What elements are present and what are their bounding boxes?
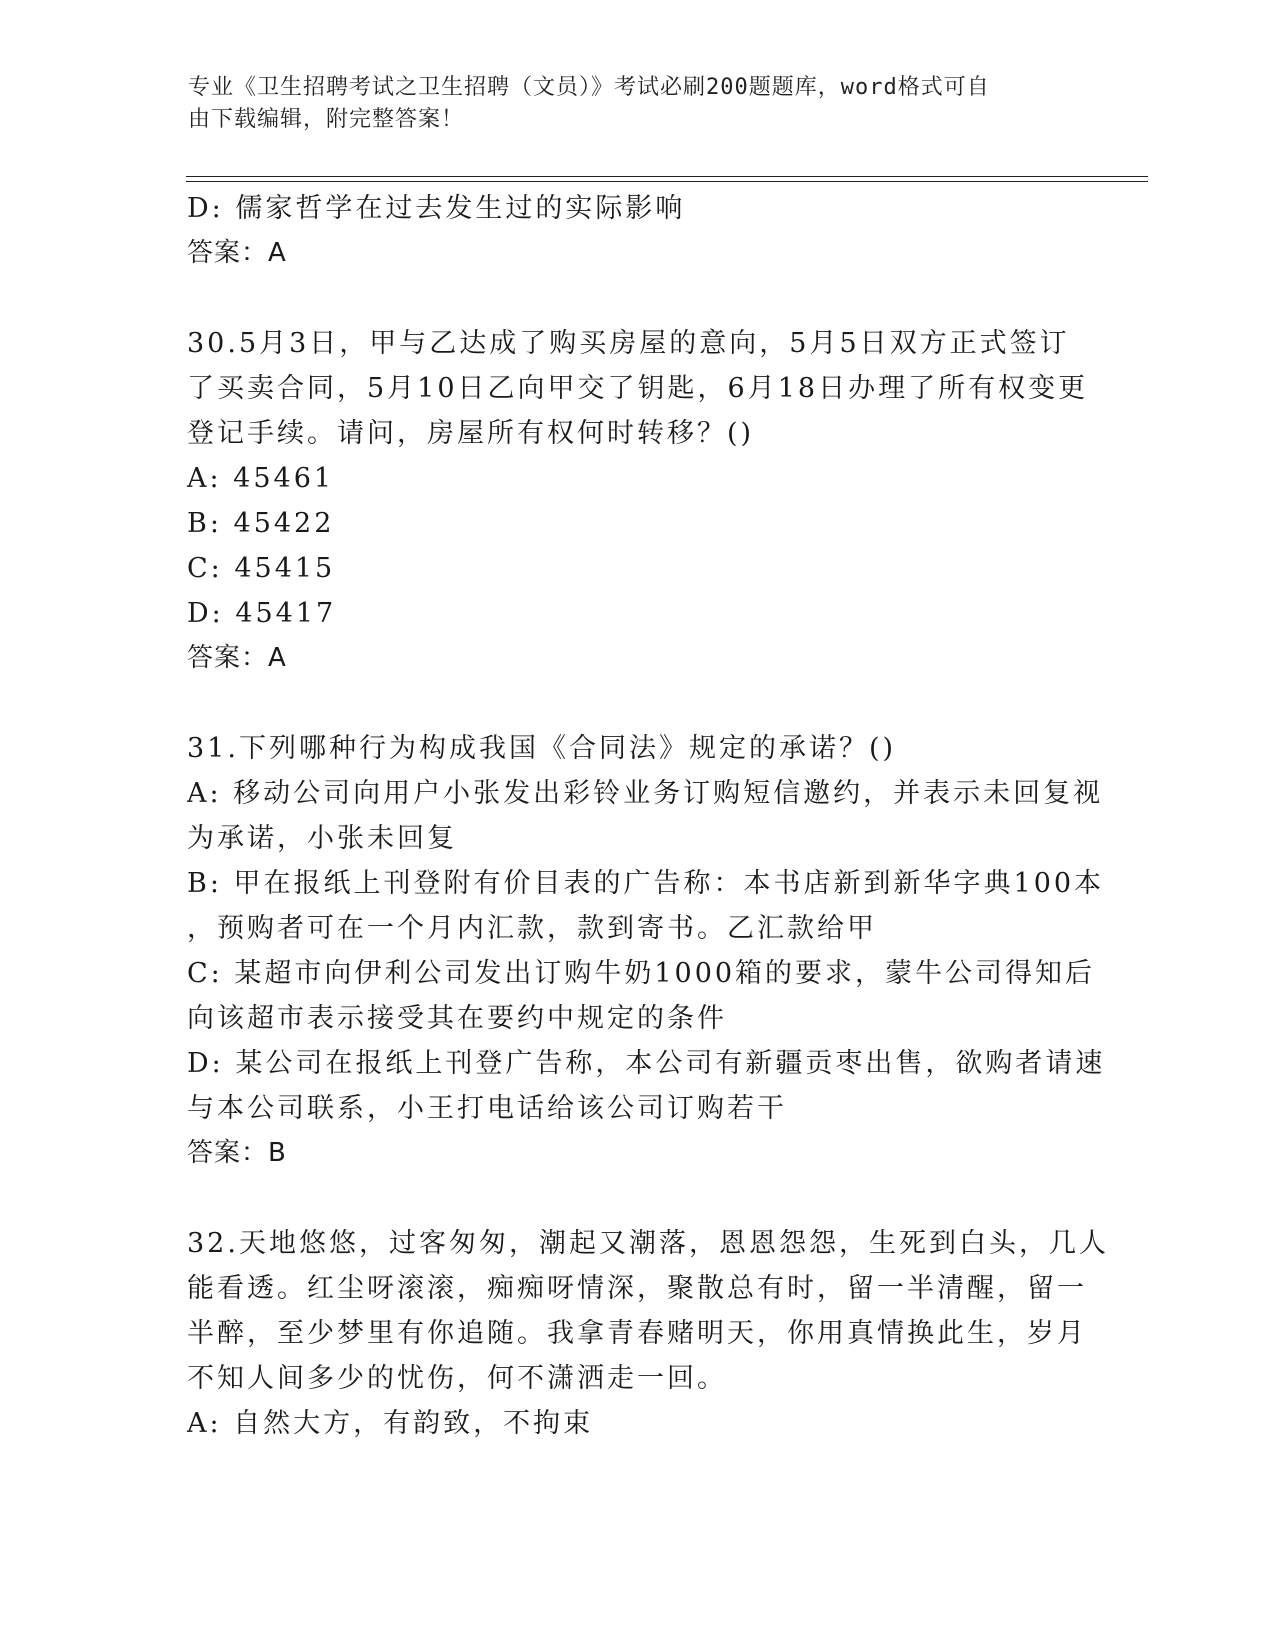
option-c-line: C: 某超市向伊利公司发出订购牛奶1000箱的要求，蒙牛公司得知后 (187, 958, 1096, 989)
option-a-line: A: 移动公司向用户小张发出彩铃业务订购短信邀约，并表示未回复视 (187, 778, 1104, 809)
option-d-line: 与本公司联系，小王打电话给该公司订购若干 (187, 1093, 787, 1124)
spacer (187, 276, 1087, 321)
header-divider-top (186, 176, 1148, 177)
question-stem-line: 31.下列哪种行为构成我国《合同法》规定的承诺？() (187, 733, 897, 764)
question-stem-line: 登记手续。请问，房屋所有权何时转移？() (187, 418, 755, 449)
header-divider-bottom (186, 181, 1148, 182)
option-a: A: 自然大方，有韵致，不拘束 (187, 1408, 594, 1439)
question-stem-line: 半醉，至少梦里有你追随。我拿青春赌明天，你用真情换此生，岁月 (187, 1318, 1087, 1349)
option-d-line: D: 某公司在报纸上刊登广告称，本公司有新疆贡枣出售，欲购者请速 (187, 1048, 1106, 1079)
question-stem-line: 30.5月3日，甲与乙达成了购买房屋的意向，5月5日双方正式签订 (187, 328, 1070, 359)
option-d: D: 儒家哲学在过去发生过的实际影响 (187, 193, 686, 224)
spacer (187, 1176, 1087, 1221)
header-line-2: 由下载编辑，附完整答案！ (188, 107, 465, 132)
spacer (187, 681, 1087, 726)
question-stem-line: 了买卖合同，5月10日乙向甲交了钥匙，6月18日办理了所有权变更 (187, 373, 1089, 404)
question-list (187, 186, 1109, 1446)
question-31 (187, 726, 1106, 1176)
header-line-1: 专业《卫生招聘考试之卫生招聘（文员）》考试必刷200题题库，word格式可自 (188, 75, 990, 100)
answer-label: 答案：A (187, 643, 287, 673)
option-a: A: 45461 (187, 463, 335, 494)
question-30 (187, 321, 1087, 681)
option-c: C: 45415 (187, 553, 336, 584)
question-stem-line: 能看透。红尘呀滚滚，痴痴呀情深，聚散总有时，留一半清醒，留一 (187, 1273, 1087, 1304)
question-32 (187, 1221, 1109, 1446)
option-c-line: 向该超市表示接受其在要约中规定的条件 (187, 1003, 727, 1034)
option-a-line: 为承诺，小张未回复 (187, 823, 457, 854)
option-b-line: B: 甲在报纸上刊登附有价目表的广告称：本书店新到新华字典100本 (187, 868, 1105, 899)
question-stem-line: 不知人间多少的忧伤，何不潇洒走一回。 (187, 1363, 727, 1394)
option-b: B: 45422 (187, 508, 335, 539)
question-stem-line: 32.天地悠悠，过客匆匆，潮起又潮落，恩恩怨怨，生死到白头，几人 (187, 1228, 1109, 1259)
document-header (188, 72, 1068, 136)
answer-label: 答案：A (187, 238, 287, 268)
question-29 (187, 186, 1087, 276)
answer-label: 答案：B (187, 1138, 287, 1168)
option-d: D: 45417 (187, 598, 337, 629)
option-b-line: ，预购者可在一个月内汇款，款到寄书。乙汇款给甲 (187, 913, 877, 944)
